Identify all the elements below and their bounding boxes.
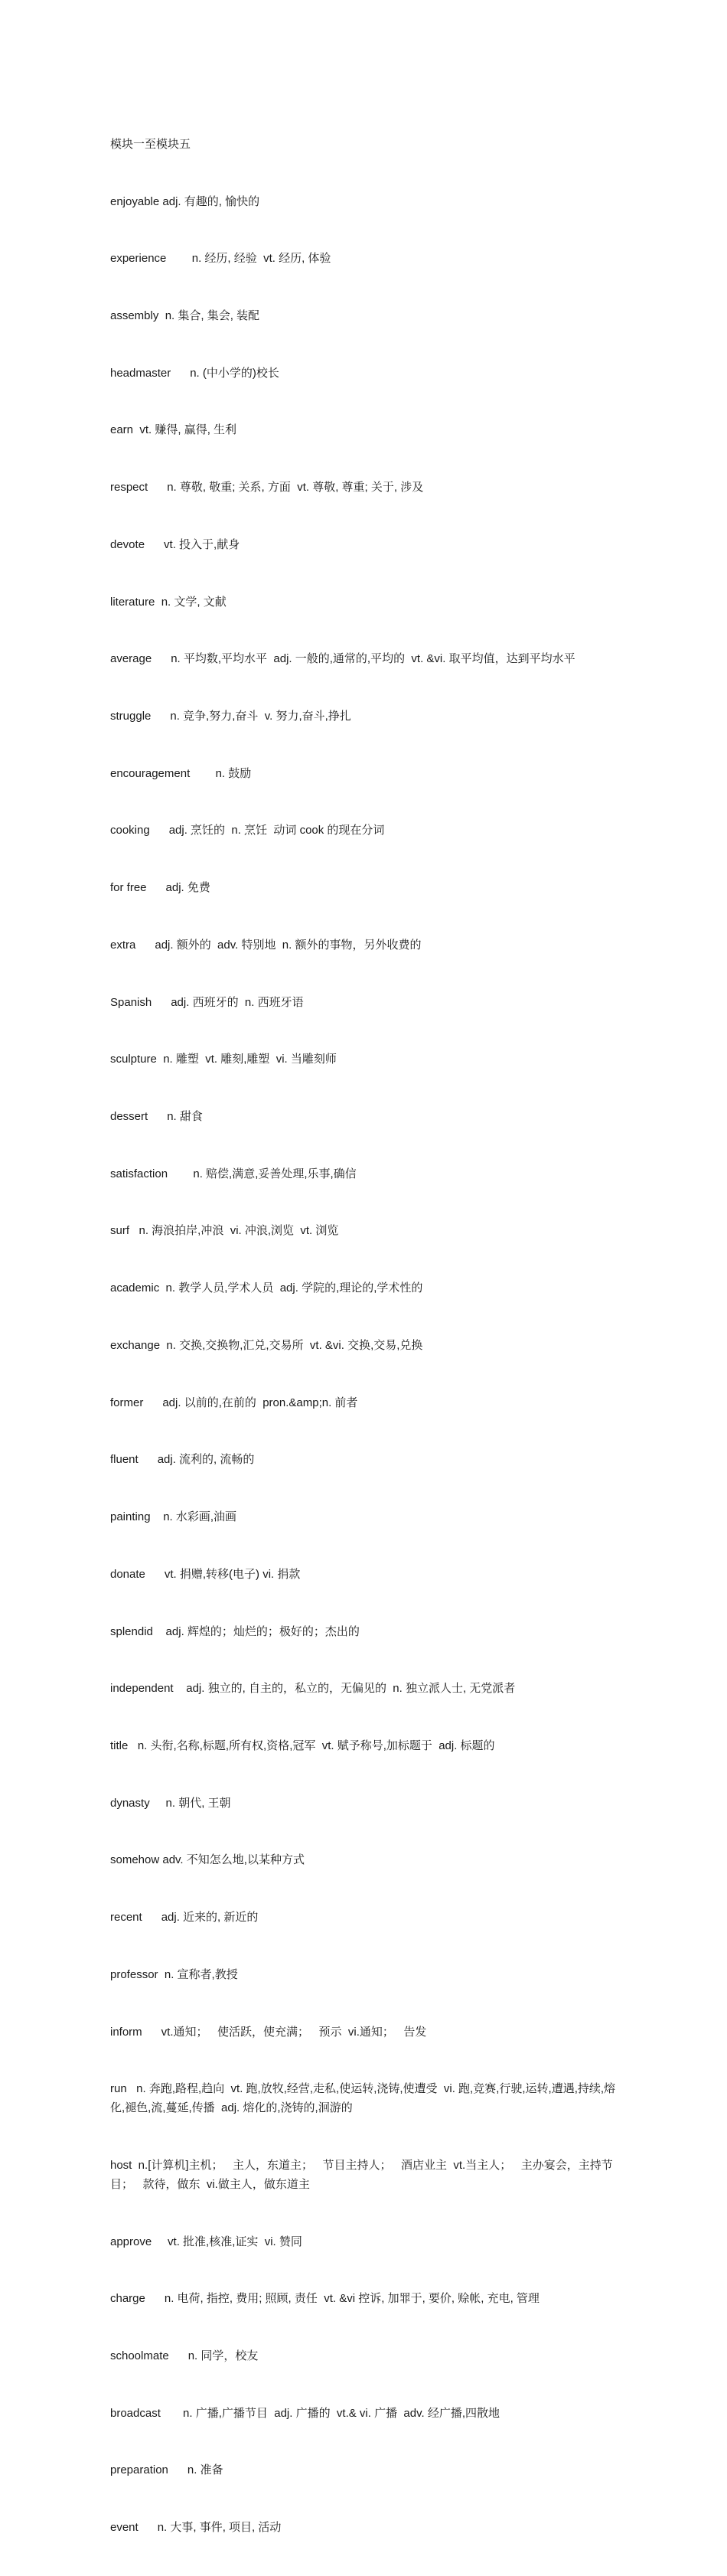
vocab-entry: satisfaction n. 赔偿,满意,妥善处理,乐事,确信 — [110, 1167, 357, 1180]
vocab-entry: academic n. 教学人员,学术人员 adj. 学院的,理论的,学术性的 — [110, 1281, 423, 1295]
vocab-entry: surf n. 海浪拍岸,冲浪 vi. 冲浪,浏览 vt. 浏览 — [110, 1224, 339, 1238]
vocabulary-list — [110, 97, 623, 2576]
vocab-entry: independent adj. 独立的, 自主的，私立的，无偏见的 n. 独立派人士, 无党派者 — [110, 1682, 516, 1696]
vocab-entry: earn vt. 赚得, 赢得, 生利 — [110, 423, 237, 437]
vocab-entry: encouragement n. 鼓励 — [110, 766, 252, 780]
vocab-entry: extra adj. 额外的 adv. 特别地 n. 额外的事物，另外收费的 — [110, 938, 422, 952]
vocab-entry: former adj. 以前的,在前的 pron.&amp;n. 前者 — [110, 1396, 358, 1409]
vocab-entry: experience n. 经历, 经验 vt. 经历, 体验 — [110, 252, 331, 266]
vocab-entry: preparation n. 准备 — [110, 2463, 223, 2477]
vocab-entry: splendid adj. 辉煌的；灿烂的；极好的；杰出的 — [110, 1624, 360, 1638]
vocab-entry: recent adj. 近来的, 新近的 — [110, 1911, 259, 1925]
vocab-entry: charge n. 电荷, 指控, 费用; 照顾, 责任 vt. &vi 控诉, 加罪于, 要价, 赊帐, 充电, 管理 — [110, 2292, 540, 2306]
vocab-entry: broadcast n. 广播,广播节目 adj. 广播的 vt.& vi. 广播 adv. 经广播,四散地 — [110, 2406, 500, 2420]
vocab-entry: inform vt.通知； 使活跃，使充满； 预示 vi.通知； 告发 — [110, 2025, 427, 2039]
vocab-entry: title n. 头衔,名称,标题,所有权,资格,冠军 vt. 赋予称号,加标题于 adj. 标题的 — [110, 1739, 495, 1752]
vocab-entry: sculpture n. 雕塑 vt. 雕刻,雕塑 vi. 当雕刻师 — [110, 1053, 337, 1066]
vocab-entry: painting n. 水彩画,油画 — [110, 1510, 237, 1524]
document-heading: 模块一至模块五 — [110, 137, 191, 151]
vocab-entry: Spanish adj. 西班牙的 n. 西班牙语 — [110, 995, 304, 1009]
vocab-entry: exchange n. 交换,交换物,汇兑,交易所 vt. &vi. 交换,交易,兑换 — [110, 1338, 423, 1352]
vocab-entry: assembly n. 集合, 集会, 装配 — [110, 309, 260, 322]
vocab-entry: devote vt. 投入于,献身 — [110, 537, 240, 551]
vocab-entry: event n. 大事, 事件, 项目, 活动 — [110, 2521, 282, 2535]
vocab-entry: professor n. 宣称者,教授 — [110, 1967, 238, 1981]
vocab-entry: approve vt. 批准,核准,证实 vi. 赞同 — [110, 2235, 302, 2248]
vocab-entry: fluent adj. 流利的, 流畅的 — [110, 1453, 255, 1467]
vocab-entry: literature n. 文学, 文献 — [110, 595, 227, 609]
vocab-entry: donate vt. 捐赠,转移(电子) vi. 捐款 — [110, 1567, 301, 1581]
vocab-entry: average n. 平均数,平均水平 adj. 一般的,通常的,平均的 vt. &vi. 取平均值，达到平均水平 — [110, 652, 575, 666]
vocab-entry: schoolmate n. 同学，校友 — [110, 2349, 259, 2362]
vocab-entry: enjoyable adj. 有趣的, 愉快的 — [110, 194, 260, 208]
vocab-entry: dessert n. 甜食 — [110, 1110, 203, 1124]
vocab-entry: headmaster n. (中小学的)校长 — [110, 366, 279, 380]
vocab-entry: struggle n. 竞争,努力,奋斗 v. 努力,奋斗,挣扎 — [110, 710, 351, 723]
vocab-entry: somehow adv. 不知怎么地,以某种方式 — [110, 1853, 305, 1867]
vocab-entry: run n. 奔跑,路程,趋向 vt. 跑,放牧,经营,走私,使运转,浇铸,使遭受 vi. 跑,竞赛,行驶,运转,遭遇,持续,熔化,褪色,流,蔓延,传播 adj. 熔化的,浇铸的,洄游的 — [110, 2082, 616, 2115]
vocab-entry: cooking adj. 烹饪的 n. 烹饪 动词 cook 的现在分词 — [110, 824, 385, 837]
vocab-entry: dynasty n. 朝代, 王朝 — [110, 1796, 231, 1810]
vocab-entry: for free adj. 免费 — [110, 881, 210, 895]
vocab-entry: host n.[计算机]主机； 主人，东道主； 节目主持人； 酒店业主 vt.当主人； 主办宴会，主持节目； 款待，做东 vi.做主人，做东道主 — [110, 2158, 613, 2191]
vocab-entry: respect n. 尊敬, 敬重; 关系, 方面 vt. 尊敬, 尊重; 关于, 涉及 — [110, 481, 424, 495]
